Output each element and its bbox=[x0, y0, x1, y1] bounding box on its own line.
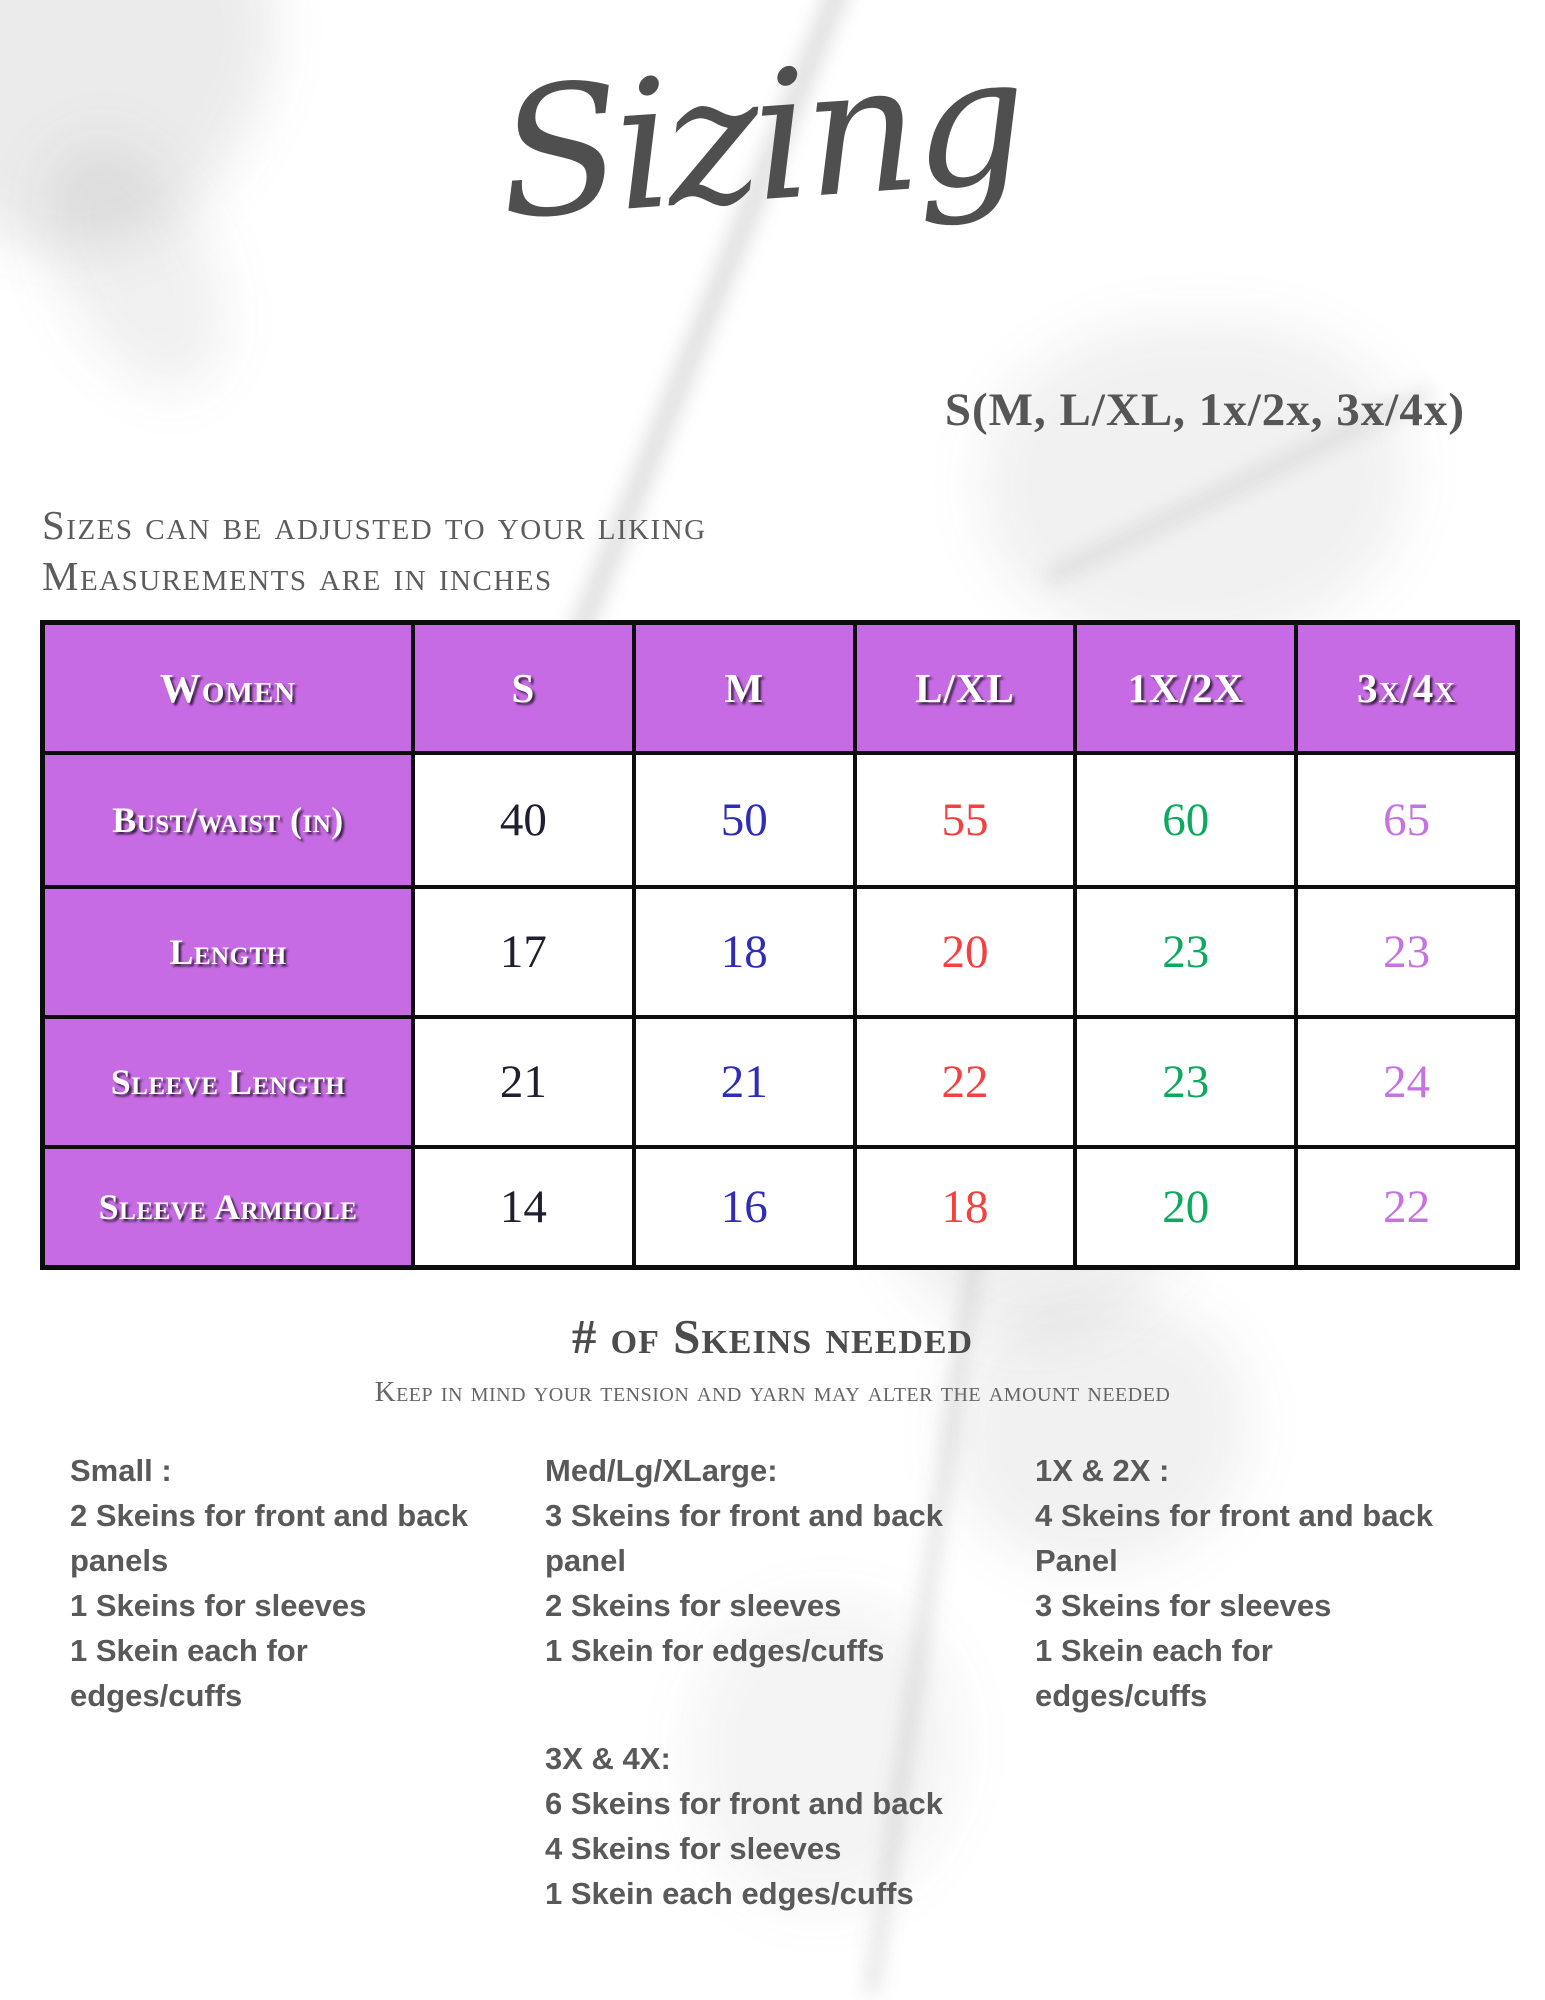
skeins-line: Panel bbox=[1035, 1543, 1118, 1578]
intro-text bbox=[42, 500, 802, 602]
table-value: 21 bbox=[415, 1019, 632, 1145]
skeins-line: 1 Skein each for bbox=[70, 1633, 308, 1668]
skeins-line: 2 Skeins for front and back bbox=[70, 1498, 468, 1533]
skeins-block-small bbox=[70, 1448, 510, 1718]
table-value: 24 bbox=[1298, 1019, 1515, 1145]
skeins-line: edges/cuffs bbox=[1035, 1678, 1208, 1713]
skeins-line: 1 Skein for edges/cuffs bbox=[545, 1633, 885, 1668]
table-value: 23 bbox=[1298, 889, 1515, 1015]
skeins-line: 4 Skeins for front and back bbox=[1035, 1498, 1433, 1533]
table-value: 65 bbox=[1298, 755, 1515, 885]
leaf-shadow-right bbox=[980, 320, 1410, 650]
skeins-line: 2 Skeins for sleeves bbox=[545, 1588, 842, 1623]
skeins-line: 4 Skeins for sleeves bbox=[545, 1831, 842, 1866]
skeins-column-medium bbox=[545, 1448, 1005, 1916]
table-value: 14 bbox=[415, 1149, 632, 1265]
table-value: 23 bbox=[1077, 889, 1294, 1015]
row-label-sleeve-length: Sleeve Length bbox=[45, 1019, 411, 1145]
size-table-header-1x2x: 1X/2X bbox=[1077, 625, 1294, 751]
skeins-column-1x-2x bbox=[1035, 1448, 1505, 1718]
intro-line-1: Sizes can be adjusted to your liking bbox=[42, 502, 707, 548]
row-label-sleeve-armhole: Sleeve Armhole bbox=[45, 1149, 411, 1265]
skeins-line: 3 Skeins for front and back bbox=[545, 1498, 943, 1533]
table-value: 20 bbox=[1077, 1149, 1294, 1265]
skeins-line: panel bbox=[545, 1543, 626, 1578]
table-value: 18 bbox=[857, 1149, 1074, 1265]
size-table-header-lxl: L/XL bbox=[857, 625, 1074, 751]
skeins-line: 3 Skeins for sleeves bbox=[1035, 1588, 1332, 1623]
table-value: 50 bbox=[636, 755, 853, 885]
table-value: 60 bbox=[1077, 755, 1294, 885]
table-value: 23 bbox=[1077, 1019, 1294, 1145]
size-range-subtitle: S(M, L/XL, 1x/2x, 3x/4x) bbox=[944, 384, 1465, 436]
leaf-shadow-top-left bbox=[0, 0, 327, 311]
skeins-line: 6 Skeins for front and back bbox=[545, 1786, 943, 1821]
table-value: 40 bbox=[415, 755, 632, 885]
table-value: 22 bbox=[857, 1019, 1074, 1145]
skeins-line: panels bbox=[70, 1543, 169, 1578]
skeins-block-med-lg-xl bbox=[545, 1448, 1005, 1673]
table-value: 22 bbox=[1298, 1149, 1515, 1265]
skeins-column-small bbox=[70, 1448, 510, 1718]
skeins-line: 1 Skein each edges/cuffs bbox=[545, 1876, 914, 1911]
table-value: 55 bbox=[857, 755, 1074, 885]
skeins-line: Med/Lg/XLarge: bbox=[545, 1453, 778, 1488]
skeins-line: edges/cuffs bbox=[70, 1678, 243, 1713]
table-value: 21 bbox=[636, 1019, 853, 1145]
skeins-line: 1 Skeins for sleeves bbox=[70, 1588, 367, 1623]
skeins-line: 1X & 2X : bbox=[1035, 1453, 1170, 1488]
skeins-note: Keep in mind your tension and yarn may alter the amount needed bbox=[374, 1376, 1171, 1408]
page-title: Sizing bbox=[492, 16, 1028, 259]
row-label-bust-waist: Bust/waist (in) bbox=[45, 755, 411, 885]
table-value: 20 bbox=[857, 889, 1074, 1015]
skeins-line: 1 Skein each for bbox=[1035, 1633, 1273, 1668]
table-value: 16 bbox=[636, 1149, 853, 1265]
size-table-header-women: Women bbox=[45, 625, 411, 751]
skeins-block-3x-4x bbox=[545, 1736, 1005, 1916]
size-table-header-s: S bbox=[415, 625, 632, 751]
skeins-line: Small : bbox=[70, 1453, 172, 1488]
skeins-line: 3X & 4X: bbox=[545, 1741, 671, 1776]
size-table-header-3x4x: 3x/4x bbox=[1298, 625, 1515, 751]
skeins-heading: # of Skeins needed bbox=[571, 1309, 974, 1364]
leaf-shadow-top-left-small bbox=[5, 111, 264, 420]
skeins-block-1x-2x bbox=[1035, 1448, 1505, 1718]
row-label-length: Length bbox=[45, 889, 411, 1015]
table-value: 17 bbox=[415, 889, 632, 1015]
size-table bbox=[40, 620, 1520, 1270]
intro-line-2: Measurements are in inches bbox=[42, 553, 553, 599]
table-value: 18 bbox=[636, 889, 853, 1015]
size-table-header-m: M bbox=[636, 625, 853, 751]
